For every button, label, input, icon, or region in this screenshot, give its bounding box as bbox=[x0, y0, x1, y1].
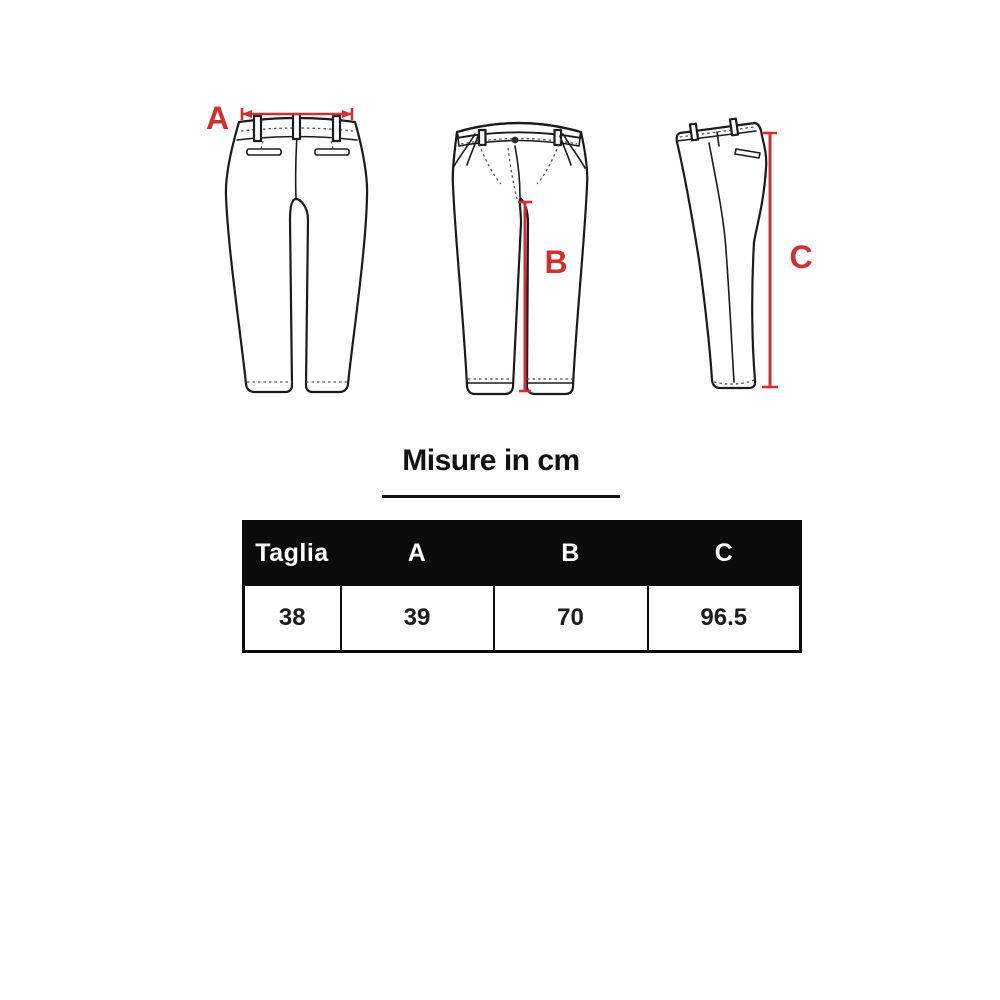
header-a: A bbox=[341, 522, 494, 585]
size-table-header-row bbox=[244, 522, 801, 585]
pants-side-silhouette bbox=[677, 123, 767, 388]
section-title: Misure in cm bbox=[402, 444, 580, 477]
pants-front-view-illustration bbox=[435, 105, 605, 405]
belt-loop bbox=[293, 114, 300, 139]
pants-side-drawing bbox=[677, 119, 767, 388]
cell-taglia: 38 bbox=[244, 585, 341, 652]
title-underline bbox=[382, 495, 620, 498]
belt-loop bbox=[254, 116, 261, 141]
measure-label-a: A bbox=[206, 100, 230, 136]
belt-loop bbox=[690, 124, 698, 141]
pants-back-view-illustration bbox=[195, 100, 375, 410]
header-c: C bbox=[648, 522, 801, 585]
cell-a: 39 bbox=[341, 585, 494, 652]
back-pocket-right bbox=[315, 149, 349, 155]
pants-back-drawing bbox=[226, 114, 367, 392]
back-pocket-left bbox=[247, 149, 281, 155]
header-taglia: Taglia bbox=[244, 522, 341, 585]
belt-loop bbox=[730, 119, 738, 136]
belt-loop bbox=[333, 116, 340, 141]
waist-button bbox=[512, 137, 519, 144]
pants-side-view-illustration bbox=[660, 110, 820, 410]
measure-label-c: C bbox=[789, 239, 813, 275]
size-table-row bbox=[244, 585, 801, 652]
size-table bbox=[242, 520, 802, 653]
measure-label-b: B bbox=[544, 244, 568, 280]
header-b: B bbox=[494, 522, 648, 585]
cell-c: 96.5 bbox=[648, 585, 801, 652]
cell-b: 70 bbox=[494, 585, 648, 652]
belt-loop bbox=[479, 130, 486, 145]
